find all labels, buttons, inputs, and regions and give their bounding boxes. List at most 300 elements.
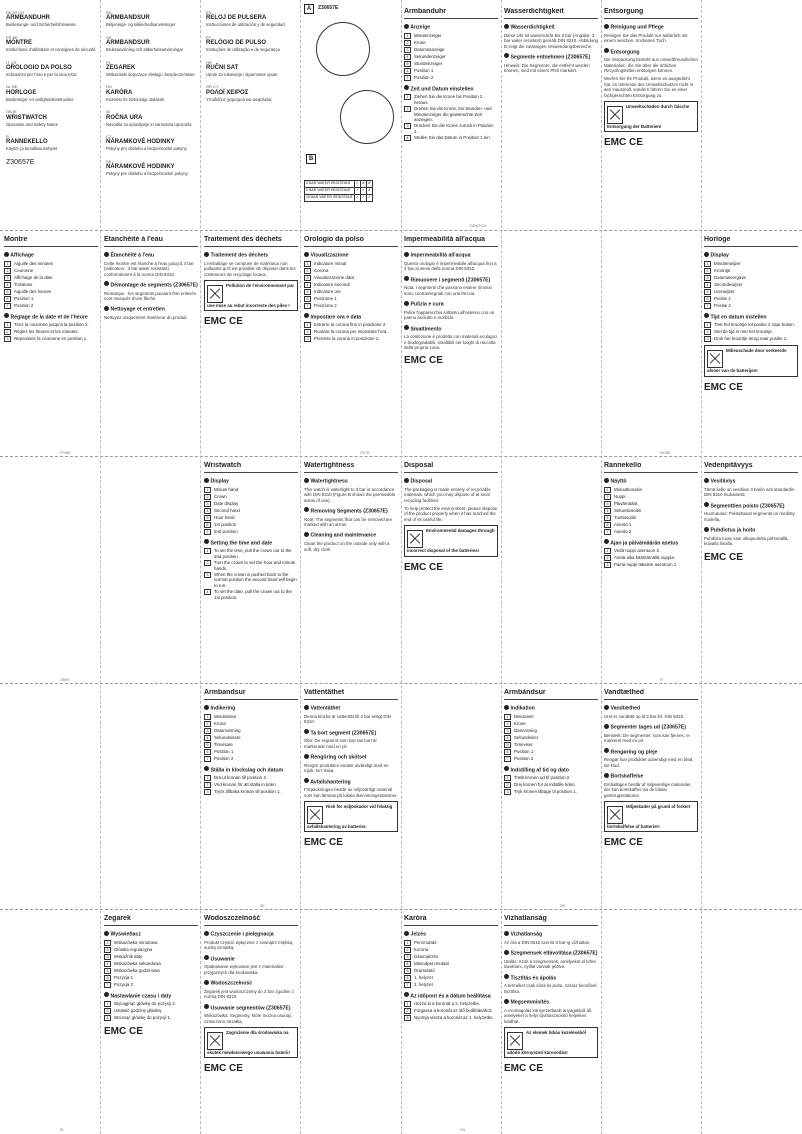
- section-text: This watch is watertight to 3 bar in accordance with DIN 8310 (Figure B shows the permissible areas of use).: [304, 486, 396, 503]
- item-text: Kroontje: [714, 267, 731, 273]
- lang-title: ZEGAREK: [106, 65, 136, 72]
- list-item: [604, 548, 698, 554]
- section-text: Rengör produkten endast utvändigt med en mjuk, torr trasa.: [304, 762, 389, 774]
- lang-sub: Upute za rukovanje i sigurnosne upute: [206, 72, 278, 78]
- warning-note: [204, 1027, 298, 1058]
- language-list-2: [106, 10, 196, 225]
- section-text: Opakowanie wykonane jest z materiałów przyjaznych dla środowiska.: [204, 964, 284, 975]
- list-item: [504, 749, 598, 755]
- list-item: [204, 572, 298, 588]
- list-item: [4, 329, 98, 335]
- section-heading-text: Vesitiiviys: [710, 478, 736, 485]
- list-item: [204, 714, 298, 720]
- item-number: 4: [404, 961, 411, 967]
- lang-title: RUČNI SAT: [206, 65, 239, 72]
- item-number: 2: [704, 329, 711, 335]
- lang-title: ARMBANDSUR: [106, 15, 150, 22]
- section-heading-text: Megsemmisítés: [510, 999, 550, 1006]
- warning-text: Pollution de l'environnement par une mise au rebut incorrecte des piles !: [207, 282, 295, 308]
- section-heading: [204, 477, 298, 485]
- list-item: [604, 529, 698, 535]
- list-item: [704, 329, 798, 335]
- section-bullet-icon: [404, 252, 409, 257]
- content-page: [204, 462, 298, 676]
- item-number: 4: [404, 135, 411, 141]
- list-item: [104, 1008, 198, 1014]
- item-number: 5: [704, 289, 711, 295]
- list-item: [404, 47, 498, 53]
- item-number: 3: [404, 123, 411, 129]
- page-title: Wodoszczelność: [204, 915, 298, 926]
- page-title: Entsorgung: [604, 8, 698, 19]
- item-number: 4: [304, 282, 311, 288]
- section-bullet-icon: [204, 931, 209, 936]
- section-heading-text: Czyszczenie i pielęgnacja: [210, 931, 274, 938]
- item-number: 4: [4, 282, 11, 288]
- section-bullet-icon: [304, 754, 309, 759]
- emc-ce-mark: EMC CE: [704, 551, 743, 563]
- item-text: Päivämäärä: [614, 500, 638, 506]
- item-number: 6: [604, 522, 611, 528]
- list-item: [104, 961, 198, 967]
- section-heading-text: Tijd en datum instellen: [710, 314, 767, 321]
- section-text: Questo orologio è impermeabile all'acqua fino a 3 bar ai sensi della norma DIN 8310.: [404, 260, 497, 272]
- item-text: 2nd position: [214, 528, 238, 534]
- list-item: [604, 501, 698, 507]
- wr-row-label: 5 BAR WATER RESISTANT: [305, 188, 355, 195]
- item-number: 3: [604, 501, 611, 507]
- page-title: Vedenpitävyys: [704, 462, 798, 473]
- item-text: Datumweergave: [714, 274, 746, 280]
- warning-text: Environmental damages through incorrect disposal of the batteries!: [407, 528, 495, 554]
- fold-line: [601, 0, 602, 1134]
- item-number: 5: [204, 515, 211, 521]
- section-bullet-icon: [304, 705, 309, 710]
- section-heading: [4, 251, 98, 259]
- item-number: 2: [504, 721, 511, 727]
- content-page: [404, 8, 498, 222]
- section-heading-text: Vandtæthed: [610, 705, 641, 712]
- section-heading: [404, 85, 498, 93]
- item-number: 1: [404, 940, 411, 946]
- list-item: [404, 106, 498, 122]
- item-text: Dátumjelzés: [414, 953, 439, 959]
- section-bullet-icon: [604, 539, 609, 544]
- section-heading-text: Puhdistus ja hoito: [710, 527, 756, 534]
- page-title: Traitement des déchets: [204, 236, 298, 247]
- lang-code: ES: [206, 10, 212, 15]
- section-heading: [404, 477, 498, 485]
- list-item: [504, 756, 598, 762]
- list-item: [404, 954, 498, 960]
- item-number: 3: [4, 336, 11, 342]
- page-title: Armbanduhr: [404, 8, 498, 19]
- item-text: Date display: [214, 500, 239, 506]
- item-number: 4: [504, 735, 511, 741]
- section-text: Puhdista tuote vain ulkopuolelta pehmeällä, kuivalla liinalla.: [704, 535, 789, 547]
- fold-line: [200, 0, 201, 1134]
- item-number: 6: [104, 975, 111, 981]
- item-number: 3: [104, 1015, 111, 1021]
- list-item: [104, 947, 198, 953]
- item-number: 4: [204, 735, 211, 741]
- item-number: 3: [504, 728, 511, 734]
- item-number: 2: [404, 1008, 411, 1014]
- section-heading-text: Nettoyage et entretien: [110, 306, 165, 313]
- section-heading: [304, 531, 398, 539]
- list-item: [4, 296, 98, 302]
- emc-ce-mark: EMC CE: [404, 561, 443, 573]
- lang-code: GB IE: [6, 109, 17, 115]
- list-item: [704, 322, 798, 328]
- section-heading: [404, 930, 498, 938]
- language-list-1: [6, 10, 96, 225]
- section-heading-text: Rengöring och skötsel: [310, 754, 367, 761]
- item-text: Nyomja vissza a koronát az 1. helyzetbe.: [414, 1015, 494, 1021]
- crossed-bin-icon: [707, 350, 723, 368]
- list-item: [304, 275, 398, 281]
- item-text: Ziehen Sie die Krone bis Position 2 heraus.: [414, 94, 483, 105]
- section-heading-text: Wodoszczelność: [210, 980, 253, 987]
- item-number: 1: [704, 261, 711, 267]
- section-heading-text: Ställa in klockslag och datum: [210, 767, 284, 774]
- warning-text: Milieuschade door verkeerde afvoer van de batterijen!: [707, 348, 787, 374]
- section-bullet-icon: [204, 1004, 209, 1009]
- list-item: [4, 275, 98, 281]
- item-text: Wcisnąć główkę do pozycji 1.: [114, 1015, 172, 1021]
- lang-title: MONTRE: [6, 40, 32, 47]
- section-bullet-icon: [704, 313, 709, 318]
- section-heading: [404, 251, 498, 259]
- list-item: [604, 508, 698, 514]
- item-text: Wskazówka godzinowa: [114, 967, 160, 973]
- item-number: 3: [604, 562, 611, 568]
- section-heading: [704, 313, 798, 321]
- item-text: Aiguille des minutes: [14, 260, 54, 266]
- item-number: 2: [704, 268, 711, 274]
- section-heading: [604, 772, 698, 780]
- item-number: 6: [204, 749, 211, 755]
- list-item: [504, 782, 598, 788]
- section-heading: [404, 300, 498, 308]
- list-item: [4, 261, 98, 267]
- section-bullet-icon: [704, 252, 709, 257]
- section-text: Tämä kello on vesitiivis 3 bariin asti standardin DIN 8310 mukaisesti.: [704, 486, 795, 498]
- content-page: [704, 462, 798, 676]
- item-text: Position 1: [14, 295, 34, 301]
- item-text: Datumvisning: [214, 727, 241, 733]
- figure-model: Z30657E: [318, 5, 339, 12]
- language-list-3: [206, 10, 296, 225]
- section-text: Obs: De segment som kan tas bort är markerade med en pil.: [304, 738, 377, 749]
- lang-sub: Wskazówki dotyczące obsługi i bezpieczeństwa: [106, 72, 195, 78]
- section-bullet-icon: [504, 931, 509, 936]
- item-number: 6: [304, 296, 311, 302]
- emc-ce-mark: EMC CE: [604, 137, 643, 149]
- item-number: 3: [704, 336, 711, 342]
- lang-sub: Bruksanvisning och säkerhetsanvisningar: [106, 47, 184, 53]
- page-footer: PL: [60, 1128, 65, 1132]
- crossed-bin-icon: [607, 806, 623, 824]
- section-heading: [204, 251, 298, 259]
- list-item: [304, 329, 398, 335]
- lang-sub: Indicazioni per l'uso e per la sicurezza: [6, 72, 77, 78]
- list-item: [304, 303, 398, 309]
- crossed-bin-icon: [307, 806, 323, 824]
- page-title: Montre: [4, 236, 98, 247]
- lang-code: GR CY: [206, 84, 219, 90]
- list-item: [4, 322, 98, 328]
- item-text: Tryk kronen tilbage til position 1.: [514, 789, 577, 795]
- page-title: Armbandsur: [204, 689, 298, 700]
- item-number: 1: [204, 714, 211, 720]
- figure-b-label: B: [306, 154, 316, 164]
- page-title: Wristwatch: [204, 462, 298, 473]
- item-number: 3: [404, 1015, 411, 1021]
- section-text: Produkt czyścić wyłącznie z zewnątrz miękką, suchą szmatką.: [204, 939, 294, 951]
- warning-note: [304, 801, 398, 832]
- list-item: [204, 501, 298, 507]
- item-number: 3: [504, 789, 511, 795]
- list-item: [104, 940, 198, 946]
- item-text: Minutenzeiger: [414, 32, 442, 38]
- item-text: Asento 2: [614, 528, 632, 534]
- crossed-bin-icon: [607, 106, 623, 124]
- item-text: Position 1: [414, 67, 434, 73]
- section-heading-text: Pulizia e cura: [410, 301, 444, 308]
- item-number: 6: [704, 296, 711, 302]
- section-bullet-icon: [304, 252, 309, 257]
- page-footer: FI: [660, 678, 664, 682]
- lang-sub: Pokyny pro obsluhu a bezpečnostní pokyny: [106, 146, 187, 152]
- section-text: Förpackningen består av miljövänligt material som kan lämnas på lokala återvinningsstationer.: [304, 787, 398, 798]
- lang-code: SK: [106, 158, 112, 164]
- lang-title: NÁRAMKOVÉ HODINKY: [106, 164, 175, 171]
- page-title: Orologio da polso: [304, 236, 398, 247]
- item-number: 7: [704, 303, 711, 309]
- section-bullet-icon: [404, 992, 409, 997]
- section-bullet-icon: [404, 24, 409, 29]
- item-text: Indicatore secondi: [314, 281, 350, 287]
- item-number: 1: [4, 261, 11, 267]
- page-title: Disposal: [404, 462, 498, 473]
- item-text: Position 1: [214, 748, 234, 754]
- item-number: 1: [504, 775, 511, 781]
- section-text: Cette montre est étanche à l'eau jusqu'à 3 bar (indication : 3 bar water resistant) conformément à la norme DIN 8310.: [104, 260, 194, 277]
- item-text: Sekundviser: [514, 734, 539, 740]
- section-heading-text: Cleaning and maintenance: [310, 532, 377, 539]
- content-page: [204, 236, 298, 450]
- item-number: 2: [104, 947, 111, 953]
- wr-cell: ✓: [366, 195, 372, 202]
- section-bullet-icon: [504, 766, 509, 771]
- item-number: 2: [204, 782, 211, 788]
- list-item: [4, 336, 98, 342]
- section-bullet-icon: [504, 53, 509, 58]
- list-item: [504, 775, 598, 781]
- section-bullet-icon: [404, 478, 409, 483]
- content-page: [304, 689, 398, 903]
- section-heading: [304, 729, 398, 737]
- list-item: [204, 522, 298, 528]
- section-text: Rengør kun produktet udvendigt med en blød, tør klud.: [604, 757, 694, 768]
- section-heading-text: Zeit und Datum einstellen: [410, 86, 474, 93]
- lang-code: PL: [106, 59, 111, 65]
- emc-ce-mark: EMC CE: [204, 1063, 243, 1075]
- lang-code: IT CH: [6, 59, 17, 65]
- section-text: Denna klocka är vattentät till 3 bar enligt DIN 8310.: [304, 713, 391, 725]
- section-heading: [604, 704, 698, 712]
- section-heading-text: Display: [710, 252, 729, 259]
- item-text: Træk kronen ud til position 2.: [514, 775, 571, 781]
- page-title: Wasserdichtigkeit: [504, 8, 598, 19]
- item-number: 2: [404, 40, 411, 46]
- item-text: Tryck tillbaka kronan till position 1.: [214, 789, 281, 795]
- section-heading: [604, 48, 698, 56]
- section-bullet-icon: [604, 773, 609, 778]
- item-number: 3: [404, 954, 411, 960]
- page-title: Vandtæthed: [604, 689, 698, 700]
- list-item: [104, 975, 198, 981]
- fold-line: [300, 0, 301, 1134]
- section-heading: [604, 748, 698, 756]
- item-text: Position 2: [414, 74, 434, 80]
- item-number: 7: [104, 982, 111, 988]
- warning-text: Umweltschäden durch falsche Entsorgung der Batterien!: [607, 104, 690, 130]
- lang-title: KARÓRA: [106, 89, 133, 96]
- section-heading: [504, 766, 598, 774]
- list-item: [204, 487, 298, 493]
- lang-title: NÁRAMKOVÉ HODINKY: [106, 139, 175, 146]
- item-text: Sekuntiosoitin: [614, 507, 642, 513]
- section-text: Clean the product on the outside only with a soft, dry cloth.: [304, 541, 390, 552]
- emc-ce-mark: EMC CE: [304, 837, 343, 849]
- section-text: To help protect the environment, please dispose of the product properly when it has reached the end of its useful life.: [404, 505, 498, 522]
- item-text: Visualizzazione data: [314, 274, 354, 280]
- lang-title: ARMBANDUHR: [6, 15, 50, 22]
- lang-code: HU: [106, 84, 112, 90]
- list-item: [404, 982, 498, 988]
- item-number: 2: [404, 106, 411, 112]
- model-number: Z30657E: [6, 158, 35, 166]
- section-heading-text: Setting the time and date: [210, 540, 273, 547]
- section-bullet-icon: [504, 974, 509, 979]
- section-heading: [104, 281, 198, 289]
- list-item: [304, 268, 398, 274]
- section-heading: [604, 477, 698, 485]
- emc-ce-mark: EMC CE: [404, 355, 443, 367]
- section-bullet-icon: [604, 24, 609, 29]
- section-heading-text: Segmenttien poisto (Z30657E): [710, 503, 785, 510]
- wr-cell: ✓: [354, 188, 360, 195]
- list-item: [204, 589, 298, 600]
- page-footer: HU: [460, 1128, 466, 1132]
- item-text: Premere la corona in posizione 1.: [314, 336, 380, 342]
- list-item: [104, 982, 198, 988]
- list-item: [304, 336, 398, 342]
- section-text: Pulire l'apparecchio soltanto all'esterno con un panno asciutto e morbido.: [404, 309, 495, 321]
- warning-text: Miljøskader på grund af forkert bortskaffelse af batterier!: [607, 804, 691, 830]
- list-item: [4, 268, 98, 274]
- fold-line: [100, 0, 101, 1134]
- list-item: [704, 282, 798, 288]
- content-page: [604, 8, 698, 222]
- item-number: 3: [704, 275, 711, 281]
- list-item: [404, 40, 498, 46]
- page-title: Armbåndsur: [504, 689, 598, 700]
- wr-cell: ✓: [360, 195, 366, 202]
- item-text: Paina nuppi takaisin asentoon 1.: [614, 562, 678, 568]
- section-heading-text: Display: [210, 478, 229, 485]
- item-number: 1: [204, 487, 211, 493]
- lang-code: NL BE: [6, 84, 18, 90]
- wr-cell: ✗: [366, 181, 372, 188]
- watch-illustration-right: [340, 90, 394, 144]
- section-heading: [304, 753, 398, 761]
- item-number: 1: [404, 1001, 411, 1007]
- item-number: 2: [4, 268, 11, 274]
- page-footer: FR/BE: [60, 451, 71, 455]
- section-heading: [504, 53, 598, 61]
- item-number: 1: [204, 775, 211, 781]
- section-bullet-icon: [204, 705, 209, 710]
- section-text: Utalás: Azok a szegmensek, amelyeket el lehet távolítani, nyíllal vannak jelölve.: [504, 958, 596, 970]
- item-text: Wyciągnąć główkę do pozycji 2.: [114, 1001, 176, 1007]
- item-number: 2: [204, 560, 211, 566]
- section-bullet-icon: [604, 705, 609, 710]
- item-text: Secondewijzer: [714, 281, 743, 287]
- section-bullet-icon: [604, 478, 609, 483]
- list-item: [704, 268, 798, 274]
- content-page: [404, 915, 498, 1129]
- section-bullet-icon: [604, 724, 609, 729]
- section-bullet-icon: [304, 729, 309, 734]
- page-footer: DK: [560, 904, 565, 908]
- item-text: Krona: [214, 720, 226, 726]
- item-text: Couronne: [14, 267, 34, 273]
- section-bullet-icon: [704, 502, 709, 507]
- item-text: To set the time, pull the crown out to the 2nd position.: [214, 548, 292, 559]
- section-heading-text: Indstilling af tid og dato: [510, 767, 569, 774]
- section-bullet-icon: [704, 527, 709, 532]
- lang-sub: Käyttö- ja turvallisuusohjeet: [6, 146, 58, 152]
- page-title: Étanchéité à l'eau: [104, 236, 198, 247]
- section-bullet-icon: [404, 301, 409, 306]
- lang-code: SE: [106, 34, 112, 40]
- list-item: [204, 742, 298, 748]
- list-item: [504, 742, 598, 748]
- item-number: 2: [604, 555, 611, 561]
- list-item: [204, 548, 298, 559]
- item-text: Ustawić godzinę główką.: [114, 1008, 163, 1014]
- page-footer: IT/CH: [360, 451, 370, 455]
- page-footer: GB/IE: [60, 678, 70, 682]
- item-number: 6: [4, 296, 11, 302]
- content-page: [204, 915, 298, 1129]
- section-heading: [604, 539, 698, 547]
- item-number: 1: [504, 714, 511, 720]
- section-heading-text: Affichage: [10, 252, 34, 259]
- wr-cell: ✗: [360, 181, 366, 188]
- list-item: [204, 529, 298, 535]
- item-text: Óramutató: [414, 967, 435, 973]
- page-title: Vízhatlanság: [504, 915, 598, 926]
- item-text: Asento 1: [614, 521, 632, 527]
- section-bullet-icon: [304, 478, 309, 483]
- item-text: Trek het kroontje tot positie 2 naar buiten.: [714, 322, 795, 328]
- fold-line: [401, 0, 402, 1134]
- section-heading-text: Vattentäthet: [310, 705, 341, 712]
